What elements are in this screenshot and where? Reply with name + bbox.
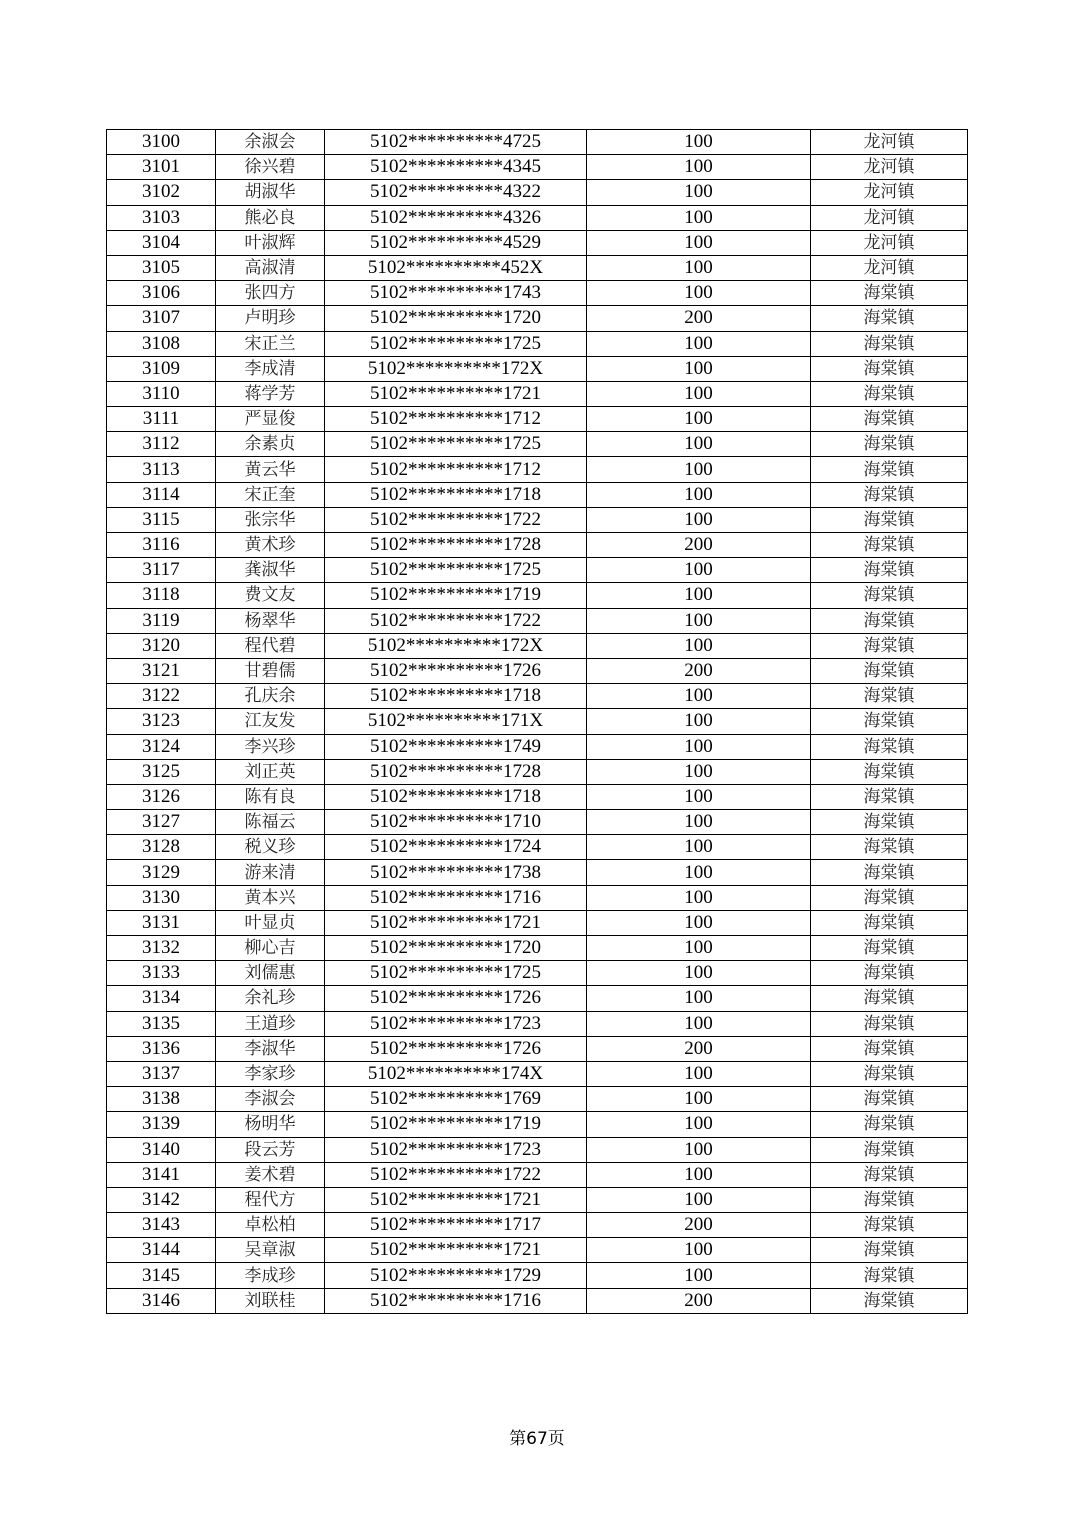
town-cell: 海棠镇 xyxy=(811,558,968,583)
amount-cell: 100 xyxy=(587,180,811,205)
row-number-cell: 3145 xyxy=(107,1263,216,1288)
amount-cell: 100 xyxy=(587,936,811,961)
town-cell: 海棠镇 xyxy=(811,961,968,986)
row-number-cell: 3115 xyxy=(107,507,216,532)
amount-cell: 100 xyxy=(587,558,811,583)
id-number-cell: 5102**********4529 xyxy=(325,230,587,255)
town-cell: 海棠镇 xyxy=(811,1087,968,1112)
name-cell: 刘联桂 xyxy=(216,1288,325,1313)
row-number-cell: 3113 xyxy=(107,457,216,482)
town-cell: 龙河镇 xyxy=(811,180,968,205)
page-number: 第67页 xyxy=(509,1429,565,1449)
row-number-cell: 3105 xyxy=(107,255,216,280)
row-number-cell: 3122 xyxy=(107,684,216,709)
amount-cell: 100 xyxy=(587,835,811,860)
town-cell: 海棠镇 xyxy=(811,759,968,784)
name-cell: 刘儒惠 xyxy=(216,961,325,986)
id-number-cell: 5102**********1721 xyxy=(325,381,587,406)
amount-cell: 100 xyxy=(587,155,811,180)
amount-cell: 100 xyxy=(587,507,811,532)
table-row xyxy=(107,986,968,1011)
amount-cell: 200 xyxy=(587,658,811,683)
table-row xyxy=(107,1087,968,1112)
row-number-cell: 3102 xyxy=(107,180,216,205)
amount-cell: 100 xyxy=(587,1187,811,1212)
name-cell: 王道珍 xyxy=(216,1011,325,1036)
id-number-cell: 5102**********4326 xyxy=(325,205,587,230)
id-number-cell: 5102**********1729 xyxy=(325,1263,587,1288)
table-row xyxy=(107,533,968,558)
row-number-cell: 3143 xyxy=(107,1213,216,1238)
row-number-cell: 3111 xyxy=(107,407,216,432)
town-cell: 海棠镇 xyxy=(811,1288,968,1313)
table-row xyxy=(107,457,968,482)
amount-cell: 200 xyxy=(587,533,811,558)
row-number-cell: 3116 xyxy=(107,533,216,558)
town-cell: 海棠镇 xyxy=(811,936,968,961)
amount-cell: 200 xyxy=(587,1036,811,1061)
table-row xyxy=(107,608,968,633)
amount-cell: 100 xyxy=(587,205,811,230)
name-cell: 叶显贞 xyxy=(216,910,325,935)
row-number-cell: 3118 xyxy=(107,583,216,608)
amount-cell: 100 xyxy=(587,633,811,658)
id-number-cell: 5102**********1726 xyxy=(325,1036,587,1061)
amount-cell: 100 xyxy=(587,1112,811,1137)
row-number-cell: 3123 xyxy=(107,709,216,734)
row-number-cell: 3120 xyxy=(107,633,216,658)
roster-table-body xyxy=(107,130,968,1314)
amount-cell: 100 xyxy=(587,457,811,482)
table-row xyxy=(107,583,968,608)
table-row xyxy=(107,331,968,356)
id-number-cell: 5102**********1718 xyxy=(325,784,587,809)
town-cell: 龙河镇 xyxy=(811,230,968,255)
amount-cell: 100 xyxy=(587,482,811,507)
name-cell: 卓松柏 xyxy=(216,1213,325,1238)
table-row xyxy=(107,1187,968,1212)
id-number-cell: 5102**********1716 xyxy=(325,885,587,910)
name-cell: 李家珍 xyxy=(216,1061,325,1086)
table-row xyxy=(107,633,968,658)
id-number-cell: 5102**********452X xyxy=(325,255,587,280)
table-row xyxy=(107,281,968,306)
amount-cell: 200 xyxy=(587,1288,811,1313)
town-cell: 海棠镇 xyxy=(811,482,968,507)
town-cell: 海棠镇 xyxy=(811,1036,968,1061)
town-cell: 海棠镇 xyxy=(811,709,968,734)
row-number-cell: 3114 xyxy=(107,482,216,507)
name-cell: 余素贞 xyxy=(216,432,325,457)
amount-cell: 100 xyxy=(587,230,811,255)
table-row xyxy=(107,936,968,961)
town-cell: 海棠镇 xyxy=(811,658,968,683)
name-cell: 黄本兴 xyxy=(216,885,325,910)
amount-cell: 100 xyxy=(587,356,811,381)
table-row xyxy=(107,180,968,205)
roster-table xyxy=(106,129,968,1314)
town-cell: 龙河镇 xyxy=(811,155,968,180)
table-row xyxy=(107,910,968,935)
id-number-cell: 5102**********1725 xyxy=(325,331,587,356)
name-cell: 李淑华 xyxy=(216,1036,325,1061)
name-cell: 余礼珍 xyxy=(216,986,325,1011)
town-cell: 龙河镇 xyxy=(811,205,968,230)
town-cell: 海棠镇 xyxy=(811,1061,968,1086)
name-cell: 游来清 xyxy=(216,860,325,885)
id-number-cell: 5102**********1721 xyxy=(325,1187,587,1212)
id-number-cell: 5102**********1728 xyxy=(325,533,587,558)
id-number-cell: 5102**********1722 xyxy=(325,1162,587,1187)
name-cell: 李兴珍 xyxy=(216,734,325,759)
table-row xyxy=(107,130,968,155)
id-number-cell: 5102**********1725 xyxy=(325,432,587,457)
amount-cell: 100 xyxy=(587,1137,811,1162)
id-number-cell: 5102**********1722 xyxy=(325,507,587,532)
name-cell: 高淑清 xyxy=(216,255,325,280)
id-number-cell: 5102**********1718 xyxy=(325,482,587,507)
name-cell: 徐兴碧 xyxy=(216,155,325,180)
amount-cell: 200 xyxy=(587,1213,811,1238)
amount-cell: 100 xyxy=(587,1263,811,1288)
name-cell: 张宗华 xyxy=(216,507,325,532)
id-number-cell: 5102**********1721 xyxy=(325,1238,587,1263)
id-number-cell: 5102**********1719 xyxy=(325,583,587,608)
town-cell: 海棠镇 xyxy=(811,1187,968,1212)
row-number-cell: 3112 xyxy=(107,432,216,457)
name-cell: 胡淑华 xyxy=(216,180,325,205)
row-number-cell: 3135 xyxy=(107,1011,216,1036)
table-row xyxy=(107,1061,968,1086)
name-cell: 姜术碧 xyxy=(216,1162,325,1187)
row-number-cell: 3141 xyxy=(107,1162,216,1187)
town-cell: 海棠镇 xyxy=(811,407,968,432)
table-row xyxy=(107,306,968,331)
amount-cell: 100 xyxy=(587,810,811,835)
row-number-cell: 3130 xyxy=(107,885,216,910)
table-row xyxy=(107,155,968,180)
id-number-cell: 5102**********1717 xyxy=(325,1213,587,1238)
table-row xyxy=(107,709,968,734)
amount-cell: 100 xyxy=(587,407,811,432)
id-number-cell: 5102**********1724 xyxy=(325,835,587,860)
town-cell: 海棠镇 xyxy=(811,784,968,809)
row-number-cell: 3144 xyxy=(107,1238,216,1263)
id-number-cell: 5102**********1720 xyxy=(325,936,587,961)
id-number-cell: 5102**********1725 xyxy=(325,961,587,986)
row-number-cell: 3129 xyxy=(107,860,216,885)
row-number-cell: 3146 xyxy=(107,1288,216,1313)
town-cell: 海棠镇 xyxy=(811,633,968,658)
row-number-cell: 3131 xyxy=(107,910,216,935)
table-row xyxy=(107,734,968,759)
table-row xyxy=(107,1162,968,1187)
row-number-cell: 3100 xyxy=(107,130,216,155)
id-number-cell: 5102**********172X xyxy=(325,633,587,658)
town-cell: 海棠镇 xyxy=(811,356,968,381)
town-cell: 海棠镇 xyxy=(811,684,968,709)
name-cell: 李淑会 xyxy=(216,1087,325,1112)
amount-cell: 100 xyxy=(587,331,811,356)
town-cell: 海棠镇 xyxy=(811,734,968,759)
table-row xyxy=(107,784,968,809)
name-cell: 甘碧儒 xyxy=(216,658,325,683)
town-cell: 海棠镇 xyxy=(811,1162,968,1187)
table-row xyxy=(107,1036,968,1061)
row-number-cell: 3106 xyxy=(107,281,216,306)
row-number-cell: 3132 xyxy=(107,936,216,961)
amount-cell: 100 xyxy=(587,1087,811,1112)
row-number-cell: 3134 xyxy=(107,986,216,1011)
id-number-cell: 5102**********1712 xyxy=(325,407,587,432)
amount-cell: 100 xyxy=(587,583,811,608)
name-cell: 卢明珍 xyxy=(216,306,325,331)
table-row xyxy=(107,381,968,406)
name-cell: 杨翠华 xyxy=(216,608,325,633)
id-number-cell: 5102**********1749 xyxy=(325,734,587,759)
id-number-cell: 5102**********171X xyxy=(325,709,587,734)
town-cell: 海棠镇 xyxy=(811,457,968,482)
town-cell: 海棠镇 xyxy=(811,835,968,860)
amount-cell: 100 xyxy=(587,608,811,633)
town-cell: 海棠镇 xyxy=(811,331,968,356)
name-cell: 余淑会 xyxy=(216,130,325,155)
id-number-cell: 5102**********1710 xyxy=(325,810,587,835)
amount-cell: 100 xyxy=(587,885,811,910)
row-number-cell: 3117 xyxy=(107,558,216,583)
row-number-cell: 3125 xyxy=(107,759,216,784)
name-cell: 税义珍 xyxy=(216,835,325,860)
name-cell: 黄云华 xyxy=(216,457,325,482)
id-number-cell: 5102**********172X xyxy=(325,356,587,381)
town-cell: 海棠镇 xyxy=(811,910,968,935)
amount-cell: 100 xyxy=(587,1162,811,1187)
amount-cell: 100 xyxy=(587,684,811,709)
amount-cell: 200 xyxy=(587,306,811,331)
name-cell: 费文友 xyxy=(216,583,325,608)
amount-cell: 100 xyxy=(587,281,811,306)
id-number-cell: 5102**********1725 xyxy=(325,558,587,583)
table-row xyxy=(107,684,968,709)
table-row xyxy=(107,356,968,381)
table-row xyxy=(107,255,968,280)
town-cell: 海棠镇 xyxy=(811,810,968,835)
row-number-cell: 3107 xyxy=(107,306,216,331)
amount-cell: 100 xyxy=(587,709,811,734)
table-row xyxy=(107,658,968,683)
name-cell: 刘正英 xyxy=(216,759,325,784)
id-number-cell: 5102**********1723 xyxy=(325,1011,587,1036)
amount-cell: 100 xyxy=(587,961,811,986)
town-cell: 海棠镇 xyxy=(811,1263,968,1288)
id-number-cell: 5102**********1716 xyxy=(325,1288,587,1313)
row-number-cell: 3121 xyxy=(107,658,216,683)
table-row xyxy=(107,961,968,986)
id-number-cell: 5102**********1720 xyxy=(325,306,587,331)
amount-cell: 100 xyxy=(587,1011,811,1036)
amount-cell: 100 xyxy=(587,784,811,809)
name-cell: 熊必良 xyxy=(216,205,325,230)
row-number-cell: 3101 xyxy=(107,155,216,180)
id-number-cell: 5102**********1728 xyxy=(325,759,587,784)
row-number-cell: 3119 xyxy=(107,608,216,633)
name-cell: 张四方 xyxy=(216,281,325,306)
id-number-cell: 5102**********1738 xyxy=(325,860,587,885)
town-cell: 海棠镇 xyxy=(811,860,968,885)
name-cell: 程代碧 xyxy=(216,633,325,658)
row-number-cell: 3128 xyxy=(107,835,216,860)
amount-cell: 100 xyxy=(587,734,811,759)
town-cell: 海棠镇 xyxy=(811,1238,968,1263)
name-cell: 黄术珍 xyxy=(216,533,325,558)
id-number-cell: 5102**********1743 xyxy=(325,281,587,306)
row-number-cell: 3142 xyxy=(107,1187,216,1212)
id-number-cell: 5102**********1722 xyxy=(325,608,587,633)
table-row xyxy=(107,835,968,860)
row-number-cell: 3103 xyxy=(107,205,216,230)
id-number-cell: 5102**********4322 xyxy=(325,180,587,205)
town-cell: 海棠镇 xyxy=(811,432,968,457)
table-row xyxy=(107,1112,968,1137)
town-cell: 海棠镇 xyxy=(811,885,968,910)
id-number-cell: 5102**********4345 xyxy=(325,155,587,180)
town-cell: 海棠镇 xyxy=(811,1112,968,1137)
row-number-cell: 3109 xyxy=(107,356,216,381)
id-number-cell: 5102**********1719 xyxy=(325,1112,587,1137)
table-row xyxy=(107,1011,968,1036)
name-cell: 孔庆余 xyxy=(216,684,325,709)
row-number-cell: 3127 xyxy=(107,810,216,835)
row-number-cell: 3138 xyxy=(107,1087,216,1112)
amount-cell: 100 xyxy=(587,255,811,280)
name-cell: 陈福云 xyxy=(216,810,325,835)
name-cell: 柳心吉 xyxy=(216,936,325,961)
row-number-cell: 3140 xyxy=(107,1137,216,1162)
id-number-cell: 5102**********1726 xyxy=(325,658,587,683)
town-cell: 龙河镇 xyxy=(811,130,968,155)
amount-cell: 100 xyxy=(587,910,811,935)
row-number-cell: 3108 xyxy=(107,331,216,356)
row-number-cell: 3139 xyxy=(107,1112,216,1137)
town-cell: 海棠镇 xyxy=(811,281,968,306)
amount-cell: 100 xyxy=(587,432,811,457)
id-number-cell: 5102**********1712 xyxy=(325,457,587,482)
table-row xyxy=(107,507,968,532)
id-number-cell: 5102**********1721 xyxy=(325,910,587,935)
name-cell: 杨明华 xyxy=(216,1112,325,1137)
name-cell: 段云芳 xyxy=(216,1137,325,1162)
amount-cell: 100 xyxy=(587,1061,811,1086)
row-number-cell: 3126 xyxy=(107,784,216,809)
table-row xyxy=(107,205,968,230)
town-cell: 海棠镇 xyxy=(811,1213,968,1238)
id-number-cell: 5102**********4725 xyxy=(325,130,587,155)
row-number-cell: 3104 xyxy=(107,230,216,255)
amount-cell: 100 xyxy=(587,759,811,784)
name-cell: 叶淑辉 xyxy=(216,230,325,255)
name-cell: 江友发 xyxy=(216,709,325,734)
table-row xyxy=(107,1288,968,1313)
id-number-cell: 5102**********1723 xyxy=(325,1137,587,1162)
id-number-cell: 5102**********1718 xyxy=(325,684,587,709)
id-number-cell: 5102**********174X xyxy=(325,1061,587,1086)
town-cell: 龙河镇 xyxy=(811,255,968,280)
table-row xyxy=(107,482,968,507)
table-row xyxy=(107,558,968,583)
name-cell: 李成珍 xyxy=(216,1263,325,1288)
amount-cell: 100 xyxy=(587,130,811,155)
table-row xyxy=(107,1213,968,1238)
name-cell: 程代方 xyxy=(216,1187,325,1212)
row-number-cell: 3133 xyxy=(107,961,216,986)
town-cell: 海棠镇 xyxy=(811,1011,968,1036)
table-row xyxy=(107,1263,968,1288)
table-row xyxy=(107,860,968,885)
table-row xyxy=(107,1137,968,1162)
table-row xyxy=(107,1238,968,1263)
amount-cell: 100 xyxy=(587,986,811,1011)
row-number-cell: 3124 xyxy=(107,734,216,759)
row-number-cell: 3136 xyxy=(107,1036,216,1061)
name-cell: 李成清 xyxy=(216,356,325,381)
town-cell: 海棠镇 xyxy=(811,507,968,532)
id-number-cell: 5102**********1769 xyxy=(325,1087,587,1112)
name-cell: 吴章淑 xyxy=(216,1238,325,1263)
town-cell: 海棠镇 xyxy=(811,381,968,406)
table-row xyxy=(107,230,968,255)
name-cell: 严显俊 xyxy=(216,407,325,432)
table-row xyxy=(107,407,968,432)
table-row xyxy=(107,432,968,457)
town-cell: 海棠镇 xyxy=(811,986,968,1011)
row-number-cell: 3110 xyxy=(107,381,216,406)
name-cell: 宋正兰 xyxy=(216,331,325,356)
name-cell: 蒋学芳 xyxy=(216,381,325,406)
table-row xyxy=(107,810,968,835)
amount-cell: 100 xyxy=(587,381,811,406)
table-row xyxy=(107,759,968,784)
town-cell: 海棠镇 xyxy=(811,306,968,331)
name-cell: 陈有良 xyxy=(216,784,325,809)
table-row xyxy=(107,885,968,910)
row-number-cell: 3137 xyxy=(107,1061,216,1086)
id-number-cell: 5102**********1726 xyxy=(325,986,587,1011)
name-cell: 宋正奎 xyxy=(216,482,325,507)
town-cell: 海棠镇 xyxy=(811,583,968,608)
town-cell: 海棠镇 xyxy=(811,533,968,558)
name-cell: 龚淑华 xyxy=(216,558,325,583)
amount-cell: 100 xyxy=(587,1238,811,1263)
town-cell: 海棠镇 xyxy=(811,1137,968,1162)
amount-cell: 100 xyxy=(587,860,811,885)
town-cell: 海棠镇 xyxy=(811,608,968,633)
